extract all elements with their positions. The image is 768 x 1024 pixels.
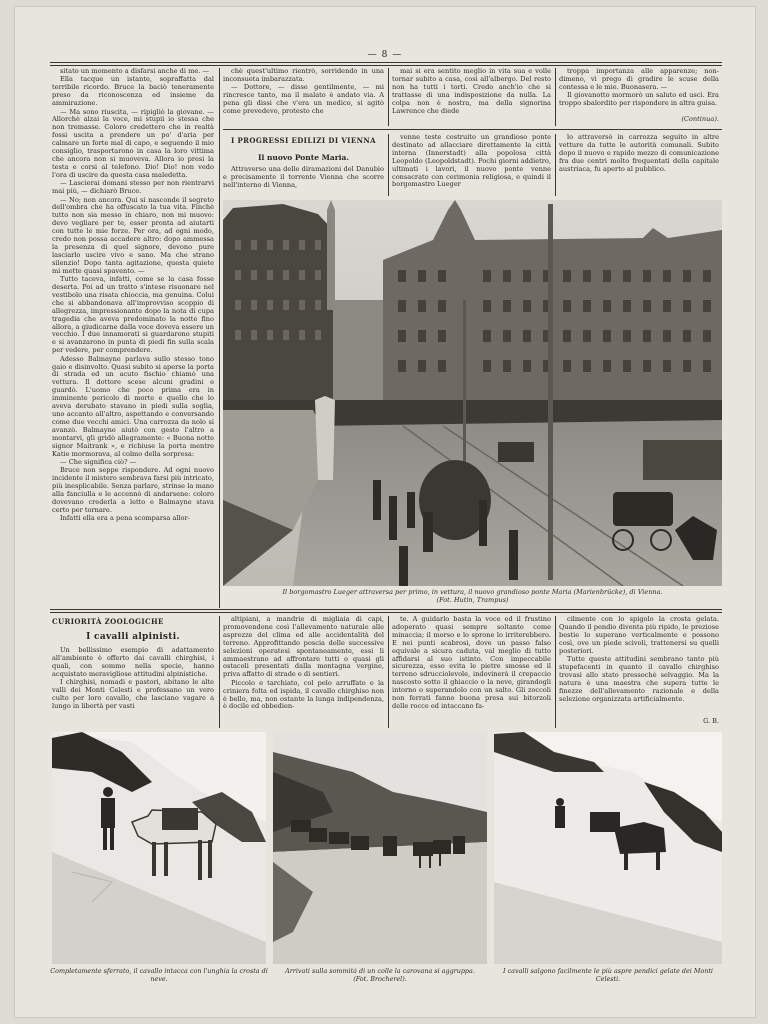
paragraph: Adesso Balmayne parlava sullo stesso tono gaio e disinvolto. Quasi subito si aperse la porta di strada ed un acuto fischio chiamò una vettura. Il dottore scese alcuni gradini e guardò. L'uomo che poco prima era in imminente pericolo di morte e quello che lo aveva derubato stavano in piedi sulla soglia, uno accanto all'altro, aspettando e conversando come due vecchi amici. Una carrozza da nolo si avanzò. Balmayne aiutò con gesto l'altro a montarvi, gli gridò allegramente: « Buona notte signor Maitrank », e richiuse la porta mentre Katie mormorava, al colmo della sorpresa: (52, 354, 214, 458)
cavalli-column-3 (392, 616, 551, 728)
paragraph: — No; non ancora. Qui si nasconde il segreto dell'ombra che ha offuscato la tua vita. Finchè tutto non sia messo in chiaro, non mi muovo: devo vegliare per te, esser pronta ad aiutarti con tutte le mie forze. Per ora, ad ogni modo, credo non possa accadere altro: dopo ammessa la presenza di quel signore, devono pure lasciarlo uscire vivo e sano. Ma che strano silenzio! Dopo tanta agitazione, questa quiete mi mette quasi spavento. — (52, 195, 214, 275)
paragraph: altipiani, a mandrie di migliaia di capi, promovendone così l'allevamento naturale alle asprezze del clima ed alle accidentalità del terreno. Approfittando poscia delle successive selezioni operatesi spontaneamente, essi li ammaestrano ad affrontare tutti o quasi gli ostacoli presentati dalla montagna vergine, priva affatto di strade e di sentieri. (223, 616, 384, 679)
paragraph: mai si era sentito meglio in vita sua e volle tornar subito a casa, così all'albergo. Del resto non ha tutti i torti. Credo anch'io che si trattasse di una indisposizione da nulla. La colpa non è nostra, ma della signorina Lawrence che diede (392, 68, 551, 115)
signature: G. B. (703, 717, 719, 725)
paragraph: Infatti ella era a pena scomparsa allor- (60, 514, 190, 523)
vienna-bridge-photo (223, 200, 722, 586)
horse-photo-2-credit: (Fot. Brocherel). (353, 975, 407, 983)
paragraph: Attraverso una delle diramazioni del Danubio e precisamente il torrente Vienna che scorre nell'interno di Vienna, (223, 166, 384, 189)
vienna-column-b (392, 134, 551, 196)
newspaper-page (14, 6, 756, 1018)
story-column-4 (559, 68, 719, 116)
cavalli-column-1 (52, 647, 214, 727)
paragraph: Il giovanotto mormorò un saluto ed uscì. Era troppo sbalordito per rispondere in altra guisa. (559, 91, 719, 108)
paragraph: — Che significa ciò? — (60, 457, 137, 466)
column-divider (555, 68, 556, 126)
section-rule (50, 612, 722, 613)
column-divider (555, 616, 556, 728)
cavalli-column-2 (223, 616, 384, 728)
vienna-column-c (559, 134, 719, 196)
section-rule (223, 129, 722, 130)
paragraph: venne teste costruito un grandioso ponte destinato ad allacciare direttamente la città interna (Innerstadt) alla popolosa città Leopoldo (Leopoldstadt). Pochi giorni addietro, ultimati i lavori, il nuovo ponte venne consacrato con cerimonia religiosa, e quindi il borgomastro Lueger (392, 134, 551, 189)
paragraph: — Ma sono riuscita, — ripigliò la giovane. — Allorchè alzai la voce, mi stupii io stessa che non tremasse. Coloro credettero che in realtà fossi uscita a prendere un po' d'aria per calmare un forte mal di capo, e seguendo il mio consiglio, trasportarono in casa la loro vittima che ancora non si muoveva. Allora io presi la testa e corsi al telefono. Dio! Dio! non vedo l'ora di uscire da questa casa maledetta. (52, 107, 214, 179)
paragraph: troppa importanza alle apparenze; non-dimeno, vi prego di gradire le scuse della contessa e le mie. Buonasera. — (559, 68, 719, 91)
page-number: — 8 — (367, 50, 403, 60)
horse-photo-2 (273, 732, 487, 964)
vienna-column-a (223, 166, 384, 196)
paragraph: Tutte queste attitudini sembrano tanto più stupefacenti in quanto il cavallo chirghiso trovasi allo stato pressochè selvaggio. Ma la natura è una maestra che supera tutte le finezze dell'allevamento razionale e della selezione organizzata artificialmente. (559, 655, 719, 703)
column-divider (219, 68, 220, 608)
paragraph: lo attraversò in carrozza seguito in altre vetture da tutte le autorità comunali. Subito dopo il nuovo e rapido mezzo di comunicazione fra due centri molto frequentati della capitale austriaca, fu aperto al pubblico. (559, 134, 719, 173)
horse-photo-1-caption: Completamente sferrato, il cavallo intacca con l'unghia la crosta di neve. (50, 967, 268, 983)
paragraph: — Lascierai domani stesso per non rientrarvi mai più, — dichiarò Bruce. (52, 179, 214, 196)
vienna-photo-credit: (Fot. Hutin, Trampus) (436, 596, 509, 604)
header-rule-2 (50, 65, 722, 66)
paragraph: Un bellissimo esempio di adattamento all'ambiente è offerto dai cavalli chirghisi, i quali, con sommo nella specie, hanno acquistato meravigliose attitudini alpinistiche. (52, 647, 214, 678)
cavalli-column-4 (559, 616, 719, 716)
story-column-3 (392, 68, 551, 126)
horse-photo-1 (52, 732, 266, 964)
cavalli-kicker: CURIORITÀ ZOOLOGICHE (52, 617, 164, 626)
vienna-photo-caption: Il borgomastro Lueger attraversa per primo, in vettura, il nuovo grandioso ponte Maria (Marienbrücke), di Vienna. (282, 588, 663, 596)
story-column-1 (52, 68, 214, 608)
column-divider (388, 616, 389, 728)
paragraph: sitato un momento a disfarsi anche di me. — (60, 68, 210, 75)
paragraph: Ella tacque un istante, sopraffatta dal terribile ricordo. Bruce la baciò teneramente preso da riconoscenza ed insieme da ammirazione. (52, 75, 214, 108)
horse-photo-3-caption: I cavalli salgono facilmente le più aspre pendici gelate dei Monti Celesti. (503, 967, 713, 983)
column-divider (219, 616, 220, 728)
paragraph: cilmente con lo spigolo la crosta gelata. Quando il pendio diventa più ripido, le preziose bestie lo superano verticalmente e possono così, ove un piede scivoli, trattenersi su quelli posteriori. (559, 616, 719, 655)
story-column-2 (223, 68, 384, 126)
vienna-kicker: I PROGRESSI EDILIZI DI VIENNA (230, 136, 377, 145)
column-divider (388, 134, 389, 196)
vienna-title: Il nuovo Ponte Maria. (257, 153, 350, 162)
paragraph: te. A guidarlo basta la voce ed il frustino adoperato quasi sempre soltanto come minaccia; il morso e lo sprone lo irriterebbero. E nei punti scabrosi, dove un passo falso equivale a sicura caduta, val meglio di tutto affidarsi al suo istinto. Con impeccabile sicurezza, esso evita le pietre smosse ed il terreno sdrucciolevole, indovinerà il crepaccio nascosto sotto il ghiaccio o la neve, girandogli intorno o superandolo con un salto. Gli zoccoli non ferrati fanno buona presa sui bitorzoli delle rocce ed intaccano fa- (392, 616, 551, 710)
continua-label: (Continua). (681, 116, 719, 123)
paragraph: chè quest'ultimo rientrò, sorridendo in una inconsueta imbarazzata. (223, 68, 384, 83)
header-rule (50, 62, 722, 63)
paragraph: I chirghisi, nomadi e pastori, abitano le alte valli dei Monti Celesti e professano un vero culto per loro cavallo, che lasciano vagare a lungo in libertà per vasti (52, 678, 214, 710)
paragraph: — Dottore, — disse gentilmente, — mi rincresce tanto, ma il malato è andato via. A pena gli dissi che v'era un medico, si agitò come prevedevo, protesto che (223, 83, 384, 116)
cavalli-title: I cavalli alpinisti. (86, 632, 180, 642)
horse-photo-3 (494, 732, 722, 964)
paragraph: Tutto taceva, infatti, come se la casa fosse deserta. Poi ad un tratto s'intese risuonare nel vestibolo una risata chioccia, ma genuina. Colui che si abbandonava all'improvviso scoppio di allegrezza, impressionante dopo la nota di cupa tragedia che aveva predominato la notte fino allora, a giudicarne dalla voce doveva essere un vecchio. I due innamorati si guardarono stupiti e si avanzarono in punta di piedi fin sulla scala per vedere, per comprendere. (52, 275, 214, 355)
column-divider (555, 134, 556, 196)
paragraph: Bruce non seppe rispondere. Ad ogni nuovo incidente il mistero sembrava farsi più intricato, più inesplicabile. Senza parlare, strinse la mano alla fanciulla e le accennò di andarsene: coloro dovevano crederla a letto e Balmayne stava certo per tornare. (52, 466, 214, 514)
section-rule (50, 609, 722, 610)
paragraph: Piccolo e tarchiato, col pelo arruffato e la criniera folta ed ispida, il cavallo chirghiso non è bello, ma, non ostante la lunga indipendenza, è docile ed obbedien- (223, 678, 384, 711)
horse-photo-2-caption: Arrivati sulla sommità di un colle la carovana si aggruppa. (285, 967, 475, 975)
column-divider (388, 68, 389, 126)
